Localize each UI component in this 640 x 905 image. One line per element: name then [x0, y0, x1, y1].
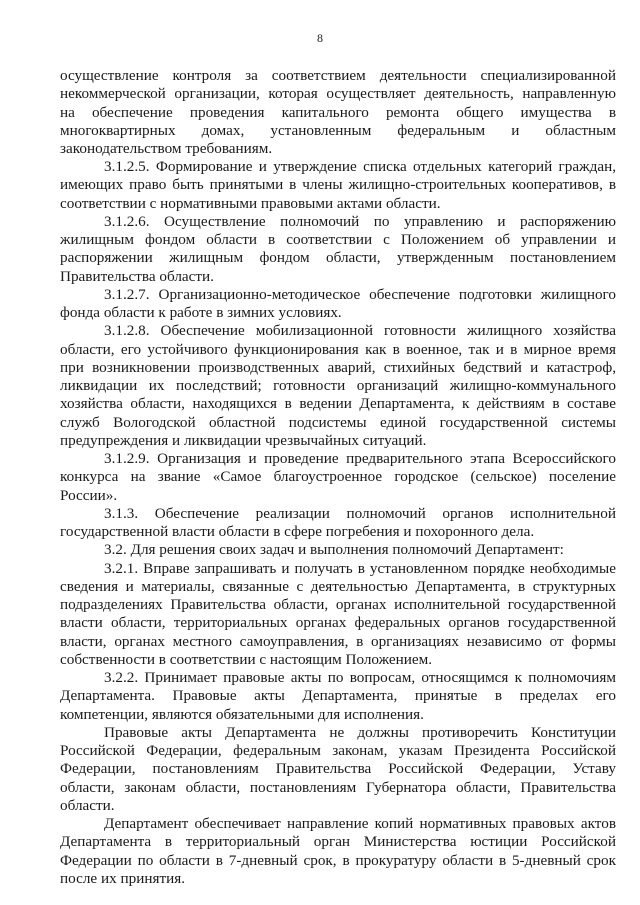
- text-line: компетенции, являются обязательными для исполнения.: [60, 706, 424, 723]
- text-line: Федерации по области в 7-дневный срок, в прокуратуру области в 5-дневный срок: [60, 852, 616, 869]
- text-line: при возникновении производственных аварий, стихийных бедствий и катастроф,: [60, 359, 616, 376]
- text-line: Федерации, постановлениям Правительства Российской Федерации, Уставу: [60, 760, 616, 777]
- text-line: Правительства области.: [60, 268, 214, 285]
- text-line: распоряжении жилищным фондом области, утвержденным постановлением: [60, 249, 616, 266]
- text-line: на обеспечение проведения капитального ремонта общего имущества в: [60, 104, 616, 121]
- text-line: 3.1.2.5. Формирование и утверждение списка отдельных категорий граждан,: [104, 158, 616, 175]
- text-line: области.: [60, 797, 115, 814]
- text-line: многоквартирных домах, установленным федеральным и областным: [60, 122, 616, 139]
- text-line: имеющих право быть принятыми в члены жилищно-строительных кооперативов, в: [60, 176, 616, 193]
- text-line: некоммерческой организации, которая осуществляет деятельность, направленную: [60, 85, 616, 102]
- text-line: России».: [60, 487, 118, 504]
- text-line: подразделениях Правительства области, органах исполнительной государственной: [60, 596, 616, 613]
- text-line: собственности в соответствии с настоящим Положением.: [60, 651, 433, 668]
- text-line: 3.1.3. Обеспечение реализации полномочий органов исполнительной: [104, 505, 616, 522]
- text-line: предупреждения и ликвидации чрезвычайных ситуаций.: [60, 432, 427, 449]
- text-line: Российской Федерации, федеральным законам, указам Президента Российской: [60, 742, 616, 759]
- text-line: 3.1.2.6. Осуществление полномочий по управлению и распоряжению: [104, 213, 616, 230]
- text-line: 3.2. Для решения своих задач и выполнения полномочий Департамент:: [104, 541, 564, 558]
- text-line: 3.1.2.8. Обеспечение мобилизационной готовности жилищного хозяйства: [104, 322, 616, 339]
- text-line: Департамента в территориальный орган Министерства юстиции Российской: [60, 833, 616, 850]
- text-line: государственной власти области в сфере погребения и похоронного дела.: [60, 523, 535, 540]
- text-line: жилищным фондом области в соответствии с Положением об управлении и: [60, 231, 616, 248]
- text-line: Департамента. Правовые акты Департамента, принятые в пределах его: [60, 687, 616, 704]
- text-line: Департамент обеспечивает направление копий нормативных правовых актов: [104, 815, 616, 832]
- text-line: соответствии с нормативными правовыми актами области.: [60, 195, 441, 212]
- text-line: власти области, территориальных органах федеральных органов государственной: [60, 614, 616, 631]
- text-line: 3.2.1. Вправе запрашивать и получать в установленном порядке необходимые: [104, 560, 616, 577]
- text-line: фонда области к работе в зимних условиях.: [60, 304, 342, 321]
- text-line: сведения и материалы, связанные с деятельностью Департамента, в структурных: [60, 578, 616, 595]
- text-line: Правовые акты Департамента не должны противоречить Конституции: [104, 724, 616, 741]
- page-number: 8: [317, 31, 323, 45]
- text-line: законодательством требованиям.: [60, 140, 273, 157]
- text-line: 3.1.2.7. Организационно-методическое обеспечение подготовки жилищного: [104, 286, 616, 303]
- text-line: служб Вологодской областной подсистемы единой государственной системы: [60, 414, 616, 431]
- text-line: ликвидации их последствий; готовности организаций жилищно-коммунального: [60, 377, 616, 394]
- text-line: 3.2.2. Принимает правовые акты по вопросам, относящимся к полномочиям: [104, 669, 616, 686]
- text-line: осуществление контроля за соответствием деятельности специализированной: [60, 67, 616, 84]
- text-line: хозяйства области, находящихся в ведении Департамента, к действиям в составе: [60, 395, 616, 412]
- text-line: конкурса на звание «Самое благоустроенное городское (сельское) поселение: [60, 468, 616, 485]
- text-line: власти, органах местного самоуправления, в организациях независимо от формы: [60, 633, 616, 650]
- text-line: области, его устойчивого функционирования как в военное, так и в мирное время: [60, 341, 616, 358]
- text-line: после их принятия.: [60, 870, 185, 887]
- text-line: 3.1.2.9. Организация и проведение предварительного этапа Всероссийского: [104, 450, 616, 467]
- text-line: области, законам области, постановлениям Губернатора области, Правительства: [60, 779, 616, 796]
